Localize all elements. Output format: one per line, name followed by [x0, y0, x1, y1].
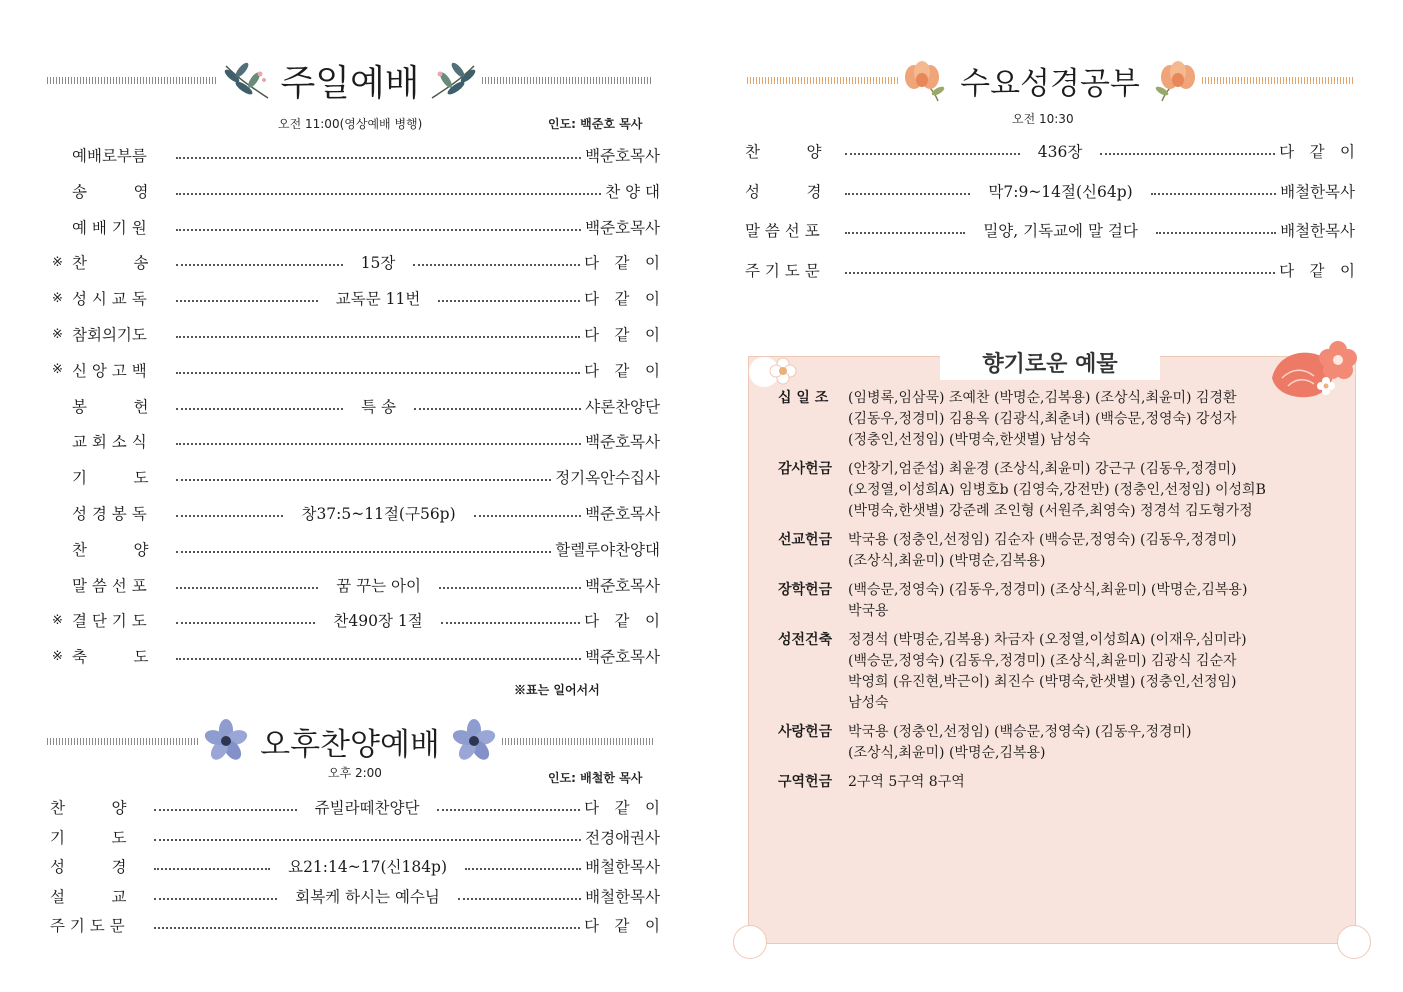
order-item-leader: 백준호목사	[585, 505, 660, 523]
order-item-leader: 전경애권사	[585, 828, 660, 847]
order-item-name: 성 시 교 독	[72, 290, 147, 309]
order-item-leader: 찬 양 대	[605, 182, 660, 201]
sunday-title: 주일예배	[280, 63, 420, 104]
offering-names	[848, 388, 1338, 451]
order-item-leader: 다 같 이	[584, 254, 660, 273]
afternoon-title: 오후찬양예배	[260, 726, 440, 763]
offering-item	[778, 630, 1338, 714]
leader-dots	[176, 443, 581, 445]
order-item-detail: 특 송	[361, 397, 396, 416]
order-item-name: 축 도	[72, 648, 149, 667]
offering-name-line: (박명숙,한샛별) 강준례 조인형 (서원주,최영숙) 정경석 김도형가정	[848, 503, 1253, 519]
header-rule-left	[47, 77, 218, 84]
peach-flower-icon	[1146, 57, 1202, 103]
order-row	[50, 795, 660, 819]
leader-dots	[845, 232, 965, 234]
order-row	[52, 143, 660, 167]
standing-mark: ※	[52, 362, 63, 378]
order-item-name: 예배로부름	[72, 147, 147, 165]
leader-dots	[176, 193, 601, 195]
leader-dots	[176, 336, 580, 338]
leader-dots	[176, 658, 581, 660]
offering-names	[848, 530, 1338, 572]
order-item-leader: 백준호목사	[585, 147, 660, 165]
order-row	[52, 250, 660, 274]
offering-name-line: (임병록,임삼묵) 조예찬 (박명순,김복용) (조상식,최윤미) 김경환	[848, 390, 1237, 406]
offering-title: 향기로운 예물	[940, 345, 1160, 380]
leader-dots	[845, 153, 1020, 155]
offering-item	[778, 722, 1338, 764]
offering-item	[778, 530, 1338, 572]
order-item-detail: 요21:14~17(신184p)	[288, 858, 448, 876]
leader-dots	[176, 587, 318, 589]
afternoon-header	[47, 718, 653, 764]
header-rule-right	[502, 738, 653, 745]
order-item-name: 말 씀 선 포	[745, 222, 820, 240]
order-item-detail: 막7:9~14절(신64p)	[988, 182, 1133, 201]
order-item-leader: 백준호목사	[585, 576, 661, 595]
offering-name-line: (백승문,정영숙) (김동우,정경미) (조상식,최윤미) 김광식 김순자	[848, 653, 1237, 669]
sunday-time: 오전 11:00(영상예배 병행)	[278, 117, 423, 131]
order-item-leader: 백준호목사	[585, 648, 660, 667]
order-row	[745, 179, 1355, 203]
wednesday-header	[747, 57, 1353, 103]
order-item-detail: 창37:5~11절(구56p)	[301, 505, 456, 523]
standing-mark: ※	[52, 326, 63, 342]
order-row	[52, 501, 660, 525]
leader-dots	[154, 839, 581, 841]
standing-mark: ※	[52, 648, 63, 664]
blue-flower-icon	[446, 718, 502, 764]
order-row	[745, 218, 1355, 242]
leader-dots	[1156, 232, 1276, 234]
offering-label: 성전건축	[778, 632, 833, 648]
order-item-name: 결 단 기 도	[72, 612, 147, 631]
leader-dots	[176, 229, 581, 231]
offering-name-line: 박국용 (정충인,선정임) 김순자 (백승문,정영숙) (김동우,정경미)	[848, 532, 1237, 548]
offering-names	[848, 772, 1338, 793]
leader-dots	[845, 272, 1275, 274]
offering-name-line: 남성숙	[848, 695, 889, 711]
order-item-leader: 배철한목사	[585, 887, 660, 906]
leader-dots	[176, 264, 343, 266]
order-item-leader: 백준호목사	[585, 218, 660, 237]
order-item-leader: 다 같 이	[1279, 143, 1356, 161]
order-row	[52, 215, 660, 239]
order-item-name: 봉 헌	[72, 397, 149, 416]
wednesday-time: 오전 10:30	[1012, 112, 1074, 126]
order-item-name: 성 경 봉 독	[72, 505, 147, 523]
order-item-name: 참회의기도	[72, 326, 147, 344]
offering-label: 장학헌금	[778, 582, 833, 598]
offering-name-line: 박영희 (유진현,박근이) 최진수 (박명숙,한샛별) (정충인,선정임)	[848, 674, 1237, 690]
header-rule-left	[47, 738, 198, 745]
order-item-name: 찬 양	[72, 540, 149, 559]
order-item-name: 주 기 도 문	[50, 917, 125, 935]
order-item-leader: 백준호목사	[585, 433, 660, 452]
order-row	[745, 139, 1355, 163]
offering-label: 구역헌금	[778, 774, 833, 790]
offering-name-line: (조상식,최윤미) (박명순,김복용)	[848, 553, 1046, 569]
leaf-sprig-icon	[218, 58, 274, 104]
leader-dots	[441, 622, 580, 624]
small-flower-icon	[768, 356, 798, 386]
order-item-name: 신 앙 고 백	[72, 361, 147, 380]
order-item-leader: 할렐루야찬양대	[555, 540, 660, 559]
leader-dots	[1100, 153, 1275, 155]
order-row	[52, 358, 660, 382]
offering-item	[778, 388, 1338, 451]
order-item-name: 찬 양	[745, 143, 822, 161]
offering-label: 사랑헌금	[778, 724, 833, 740]
header-rule-right	[1202, 77, 1353, 84]
offering-name-line: 박국용	[848, 603, 889, 619]
leader-dots	[176, 408, 343, 410]
box-corner	[1337, 925, 1371, 959]
order-item-leader: 샤론찬양단	[585, 397, 660, 416]
order-item-name: 송 영	[72, 182, 149, 201]
offering-label: 십 일 조	[778, 390, 829, 406]
leader-dots	[176, 515, 283, 517]
offering-names	[848, 722, 1338, 764]
offering-names	[848, 580, 1338, 622]
order-row	[52, 644, 660, 668]
leader-dots	[437, 809, 580, 811]
order-row	[52, 286, 660, 310]
order-item-name: 찬 송	[72, 254, 149, 273]
order-item-detail: 밀양, 기독교에 말 걸다	[983, 222, 1138, 240]
offering-item	[778, 459, 1338, 522]
order-item-name: 말 씀 선 포	[72, 576, 147, 595]
order-row	[50, 884, 660, 908]
offering-label: 선교헌금	[778, 532, 833, 548]
offering-name-line: (안창기,엄준섭) 최윤경 (조상식,최윤미) 강근구 (김동우,정경미)	[848, 461, 1237, 477]
order-row	[52, 429, 660, 453]
order-item-name: 기 도	[72, 469, 149, 488]
leader-dots	[458, 898, 581, 900]
order-item-leader: 다 같 이	[584, 290, 660, 309]
offering-name-line: (조상식,최윤미) (박명순,김복용)	[848, 745, 1046, 761]
box-corner	[733, 925, 767, 959]
leader-dots	[845, 193, 970, 195]
wednesday-title: 수요성경공부	[960, 65, 1140, 102]
offering-name-line: 2구역 5구역 8구역	[848, 774, 965, 790]
order-row	[52, 608, 660, 632]
header-rule-left	[747, 77, 898, 84]
peach-flower-icon	[898, 57, 954, 103]
order-row	[52, 537, 660, 561]
leader-dots	[438, 300, 580, 302]
order-item-name: 성 경	[745, 182, 822, 201]
order-row	[52, 465, 660, 489]
order-item-name: 찬 양	[50, 799, 127, 817]
order-item-detail: 쥬빌라떼찬양단	[314, 799, 420, 817]
leader-dots	[413, 264, 580, 266]
order-item-leader: 배철한목사	[585, 858, 660, 876]
leader-dots	[414, 408, 581, 410]
offering-item	[778, 772, 1338, 793]
order-item-name: 기 도	[50, 828, 127, 847]
offering-name-line: (정충인,선정임) (박명숙,한샛별) 남성숙	[848, 432, 1091, 448]
order-item-leader: 배철한목사	[1280, 222, 1355, 240]
leader-dots	[154, 927, 580, 929]
leader-dots	[1151, 193, 1276, 195]
leader-dots	[154, 898, 277, 900]
leader-dots	[176, 300, 318, 302]
order-row	[52, 394, 660, 418]
offering-name-line: (오정열,이성희A) 임병호b (김영숙,강전만) (정충인,선정임) 이성희B	[848, 482, 1266, 498]
standing-mark: ※	[52, 290, 63, 306]
order-row	[52, 179, 660, 203]
leaf-sprig-icon	[426, 58, 482, 104]
standing-mark: ※	[52, 612, 63, 628]
order-item-name: 설 교	[50, 887, 127, 906]
order-item-name: 성 경	[50, 858, 127, 876]
leader-dots	[176, 551, 551, 553]
header-rule-right	[482, 77, 653, 84]
offering-names	[848, 630, 1338, 714]
afternoon-leader: 인도: 배철한 목사	[548, 771, 643, 785]
offering-name-line: 정경석 (박명순,김복용) 차금자 (오정열,이성희A) (이재우,심미라)	[848, 632, 1247, 648]
leader-dots	[439, 587, 581, 589]
order-item-leader: 배철한목사	[1280, 182, 1356, 201]
order-item-leader: 다 같 이	[584, 326, 660, 344]
offering-label: 감사헌금	[778, 461, 833, 477]
leader-dots	[176, 372, 580, 374]
order-item-name: 예 배 기 원	[72, 218, 147, 237]
order-item-leader: 다 같 이	[584, 361, 660, 380]
offering-names	[848, 459, 1338, 522]
offering-name-line: (김동우,정경미) 김용옥 (김광식,최춘녀) (백승문,정영숙) 강성자	[848, 411, 1237, 427]
offering-name-line: (백승문,정영숙) (김동우,정경미) (조상식,최윤미) (박명순,김복용)	[848, 582, 1248, 598]
order-row	[50, 825, 660, 849]
order-item-detail: 15장	[360, 254, 396, 273]
leader-dots	[474, 515, 581, 517]
order-row	[745, 258, 1355, 282]
order-row	[52, 573, 660, 597]
offering-item	[778, 580, 1338, 622]
order-item-leader: 정기옥안수집사	[555, 469, 660, 488]
sunday-header	[47, 55, 653, 106]
order-item-detail: 찬490장 1절	[333, 612, 423, 631]
order-row	[52, 322, 660, 346]
leader-dots	[154, 809, 297, 811]
order-item-leader: 다 같 이	[584, 917, 660, 935]
standing-note: ※표는 일어서서	[514, 683, 600, 697]
order-item-detail: 436장	[1037, 143, 1083, 161]
order-item-name: 주 기 도 문	[745, 261, 820, 280]
blue-flower-icon	[198, 718, 254, 764]
order-item-name: 교 회 소 식	[72, 433, 147, 452]
order-row	[50, 854, 660, 878]
leader-dots	[154, 868, 270, 870]
order-item-leader: 다 같 이	[1279, 261, 1355, 280]
order-item-detail: 꿈 꾸는 아이	[336, 576, 421, 595]
leader-dots	[176, 622, 315, 624]
afternoon-time: 오후 2:00	[328, 766, 382, 780]
leader-dots	[176, 157, 581, 159]
order-row	[50, 913, 660, 937]
order-item-leader: 다 같 이	[584, 799, 661, 817]
order-item-leader: 다 같 이	[584, 612, 660, 631]
sunday-leader: 인도: 백준호 목사	[548, 117, 643, 131]
offering-name-line: 박국용 (정충인,선정임) (백승문,정영숙) (김동우,정경미)	[848, 724, 1192, 740]
standing-mark: ※	[52, 254, 63, 270]
leader-dots	[176, 479, 551, 481]
order-item-detail: 회복케 하시는 예수님	[295, 887, 440, 906]
leader-dots	[465, 868, 581, 870]
order-item-detail: 교독문 11번	[335, 290, 421, 309]
